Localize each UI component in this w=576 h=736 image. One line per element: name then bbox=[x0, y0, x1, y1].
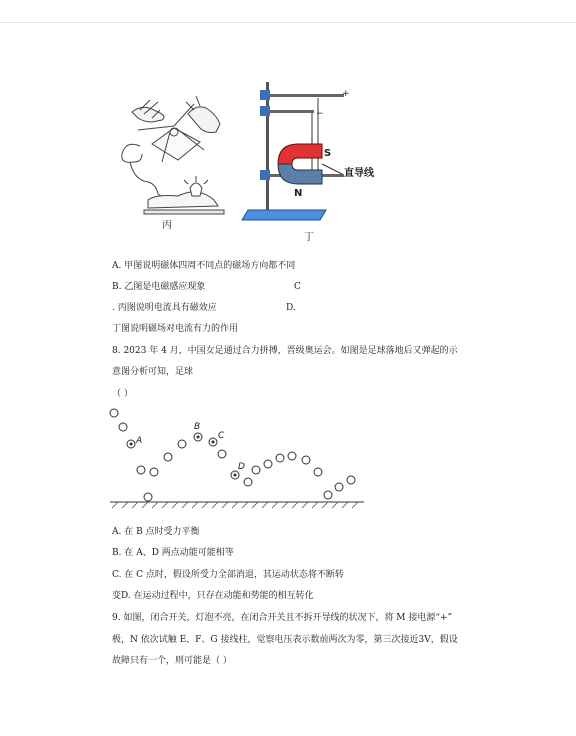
q8-answer-blank: （ ） bbox=[112, 389, 133, 399]
ball bbox=[324, 491, 332, 499]
ball bbox=[119, 423, 127, 431]
ball bbox=[164, 453, 172, 461]
ball bbox=[244, 478, 252, 486]
figure-ding-caption: 丁 bbox=[304, 232, 314, 243]
q7-option-c-letter: C bbox=[294, 282, 301, 292]
ball bbox=[178, 440, 186, 448]
point-label-c: C bbox=[218, 431, 225, 441]
figure-ding bbox=[238, 78, 398, 246]
ground-hatching bbox=[112, 502, 358, 508]
ball bbox=[347, 476, 355, 484]
q7-option-d: 丁图说明磁场对电流有力的作用 bbox=[112, 324, 239, 334]
point-label-b: B bbox=[194, 422, 201, 432]
ball bbox=[150, 468, 158, 476]
q8-stem-line2: 意图分析可知，足球 bbox=[112, 367, 194, 377]
q9-stem-line3: 故障只有一个，则可能是（ ） bbox=[112, 656, 232, 666]
q8-option-d: 变D. 在运动过程中，只存在动能和势能的相互转化 bbox=[112, 591, 314, 601]
page-top-rule bbox=[0, 22, 576, 23]
q8-option-b: B. 在 A、D 两点动能可能相等 bbox=[112, 548, 234, 558]
q7-option-b: B. 乙图是电磁感应现象 bbox=[112, 282, 206, 292]
ball bbox=[276, 454, 284, 462]
n-pole-label: N bbox=[294, 188, 303, 199]
q9-stem-line2: 极，N 依次试触 E、F、G 接线柱，觉察电压表示数前两次为零，第三次接近3V，假设 bbox=[112, 635, 458, 645]
terminal-plus-label: + bbox=[342, 89, 350, 99]
ball bbox=[302, 456, 310, 464]
ball bbox=[314, 468, 322, 476]
q7-option-a: A. 甲图说明磁体四周不同点的磁场方向都不同 bbox=[112, 261, 296, 271]
figure-bing bbox=[110, 92, 240, 232]
q9-stem-line1: 9. 如图，闭合开关，灯泡不亮，在闭合开关且不拆开导线的状况下，将 M 接电源“+” bbox=[112, 613, 453, 623]
ball bbox=[110, 409, 118, 417]
figure-bing-caption: 丙 bbox=[162, 220, 172, 231]
q8-option-a: A. 在 B 点时受力平衡 bbox=[112, 527, 200, 537]
ball bbox=[144, 493, 152, 501]
terminal-minus-label: − bbox=[316, 109, 324, 119]
point-label-a: A bbox=[136, 436, 143, 446]
ball bbox=[218, 450, 226, 458]
ball bbox=[335, 483, 343, 491]
s-pole-label: S bbox=[324, 148, 332, 159]
ball bbox=[264, 460, 272, 468]
ball bbox=[137, 466, 145, 474]
ball bbox=[252, 466, 260, 474]
point-label-d: D bbox=[238, 462, 245, 472]
hand-crank-generator-illustration bbox=[122, 96, 224, 214]
q8-stem-line1: 8. 2023 年 4 月，中国女足通过合力拼搏，晋级奥运会。如图是足球落地后又弹起的示 bbox=[112, 346, 458, 356]
q7-option-d-letter: D. bbox=[286, 303, 296, 313]
ball bbox=[288, 452, 296, 460]
q8-option-c: C. 在 C 点时，假设所受力全部消退，其运动状态将不断转 bbox=[112, 570, 344, 580]
q8-ball-bounce-figure bbox=[108, 402, 368, 512]
straight-wire-label: 直导线 bbox=[344, 168, 374, 179]
q7-option-c: . 丙图说明电流具有磁效应 bbox=[112, 303, 217, 313]
